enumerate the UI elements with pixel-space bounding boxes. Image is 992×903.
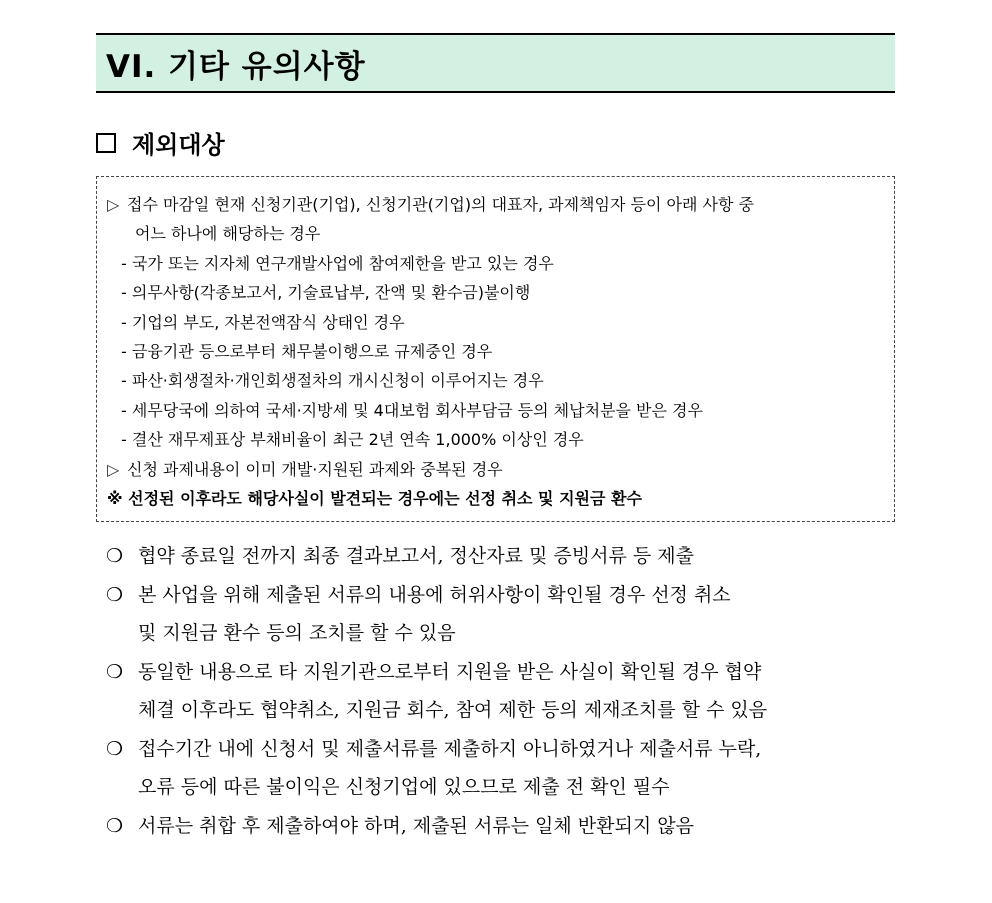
document-page xyxy=(96,33,895,837)
exclusion-intro: ▷ 접수 마감일 현재 신청기관(기업), 신청기관(기업)의 대표자, 과제책임자 등이 아래 사항 중 xyxy=(107,190,884,219)
circle-bullet-icon: ❍ xyxy=(106,814,124,837)
exclusion-item: - 기업의 부도, 자본전액잠식 상태인 경우 xyxy=(121,312,405,332)
circle-bullet-icon: ❍ xyxy=(106,583,124,606)
circle-bullet-icon: ❍ xyxy=(106,660,124,683)
exclusion-item: - 금융기관 등으로부터 채무불이행으로 규제중인 경우 xyxy=(121,342,493,362)
circle-bullet-icon: ❍ xyxy=(106,737,124,760)
page-title: VI. 기타 유의사항 xyxy=(106,48,366,85)
exclusion-intro-cont: 어느 하나에 해당하는 경우 xyxy=(135,224,321,244)
triangle-bullet-icon: ▷ xyxy=(107,459,120,479)
exclusion-note: ※ 선정된 이후라도 해당사실이 발견되는 경우에는 선정 취소 및 지원금 환수 xyxy=(107,489,642,509)
notice-item: ❍ 접수기간 내에 신청서 및 제출서류를 제출하지 아니하였거나 제출서류 누락, 오류 등에 따른 불이익은 신청기업에 있으므로 제출 전 확인 필수 xyxy=(106,730,895,807)
exclusion-item: - 결산 재무제표상 부채비율이 최근 2년 연속 1,000% 이상인 경우 xyxy=(121,430,584,450)
exclusion-box xyxy=(96,176,895,522)
notice-item: ❍ 서류는 취합 후 제출하여야 하며, 제출된 서류는 일체 반환되지 않음 xyxy=(106,807,895,846)
exclusion-item: - 세무당국에 의하여 국세·지방세 및 4대보험 회사부담금 등의 체납처분을 받은 경우 xyxy=(121,400,703,420)
subsection-heading xyxy=(96,125,225,160)
triangle-bullet-icon: ▷ xyxy=(107,195,120,214)
notice-item: ❍ 동일한 내용으로 타 지원기관으로부터 지원을 받은 사실이 확인될 경우 협약 체결 이후라도 협약취소, 지원금 회수, 참여 제한 등의 제재조치를 할 수 있음 xyxy=(106,653,895,730)
checkbox-icon xyxy=(96,133,116,153)
circle-bullet-icon: ❍ xyxy=(106,545,124,567)
section-title-bar xyxy=(96,33,895,93)
exclusion-item: - 파산·회생절차·개인회생절차의 개시신청이 이루어지는 경우 xyxy=(121,371,544,391)
notice-list xyxy=(106,537,895,845)
exclusion-duplicate: ▷ 신청 과제내용이 이미 개발·지원된 과제와 중복된 경우 xyxy=(107,455,884,484)
notice-item: ❍ 협약 종료일 전까지 최종 결과보고서, 정산자료 및 증빙서류 등 제출 xyxy=(106,537,895,576)
subsection-title: 제외대상 xyxy=(132,130,225,159)
exclusion-item: - 국가 또는 지자체 연구개발사업에 참여제한을 받고 있는 경우 xyxy=(121,253,554,273)
exclusion-item: - 의무사항(각종보고서, 기술료납부, 잔액 및 환수금)불이행 xyxy=(121,283,531,303)
notice-item: ❍ 본 사업을 위해 제출된 서류의 내용에 허위사항이 확인될 경우 선정 취소 및 지원금 환수 등의 조치를 할 수 있음 xyxy=(106,576,895,653)
